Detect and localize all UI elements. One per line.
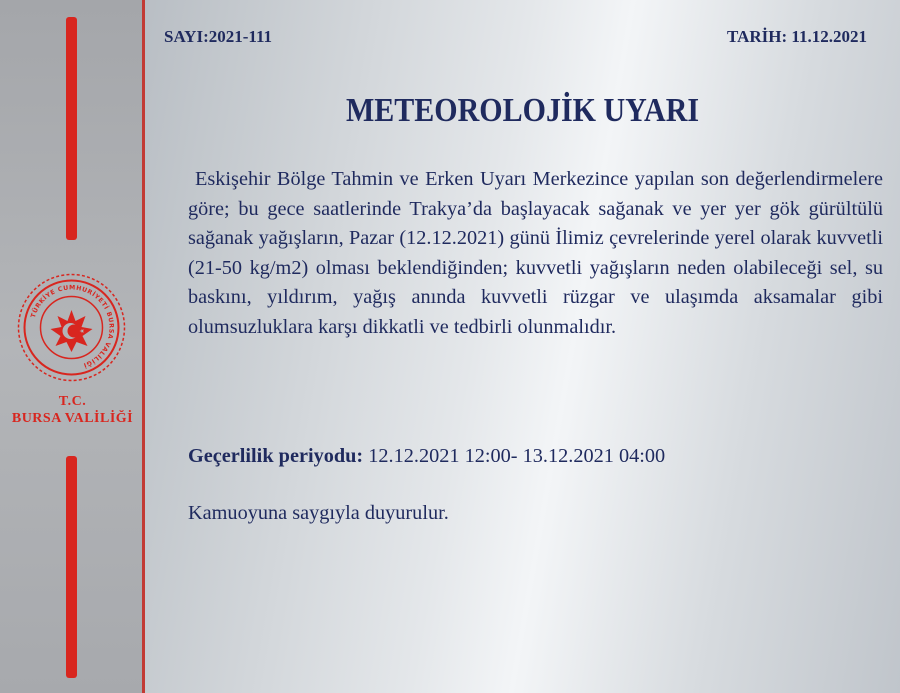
announcement-body: Eskişehir Bölge Tahmin ve Erken Uyarı Merkezince yapılan son değerlendirmelere göre; bu gece saatlerinde Trakya’da başlayacak sağanak ve yer yer gök gürültülü sağanak yağışların, Pazar (12.12.2021) günü İlimiz çevrelerinde yerel olarak kuvvetli (21-50 kg/m2) olması beklendiğinden; kuvvetli yağışların neden olabileceği sel, su baskını, yıldırım, yağış anında kuvvetli rüzgar ve ulaşımda aksamalar gibi olumsuzluklara karşı dikkatli ve tedbirli olunmalıdır. <box>188 168 883 338</box>
org-line-bursa-valiligi: BURSA VALİLİĞİ <box>11 411 134 426</box>
page-title: METEOROLOJİK UYARI <box>345 91 700 129</box>
crescent-star-seal-icon <box>16 272 127 383</box>
validity-value: 12.12.2021 12:00- 13.12.2021 04:00 <box>368 445 666 467</box>
bottom-red-bar <box>66 456 77 678</box>
sidebar <box>0 0 145 693</box>
top-red-bar <box>66 17 77 240</box>
document-date: TARİH: 11.12.2021 <box>727 27 867 46</box>
closing-text: Kamuoyuna saygıyla duyurulur. <box>188 502 449 524</box>
svg-text:TÜRKİYE CUMHURİYETİ BURSA VALİ: TÜRKİYE CUMHURİYETİ BURSA VALİLİĞİ <box>29 284 115 369</box>
validity-period <box>188 445 665 468</box>
document-number: SAYI:2021-111 <box>164 27 273 46</box>
org-line-tc: T.C. <box>58 394 87 409</box>
validity-label: Geçerlilik periyodu: <box>188 445 364 467</box>
